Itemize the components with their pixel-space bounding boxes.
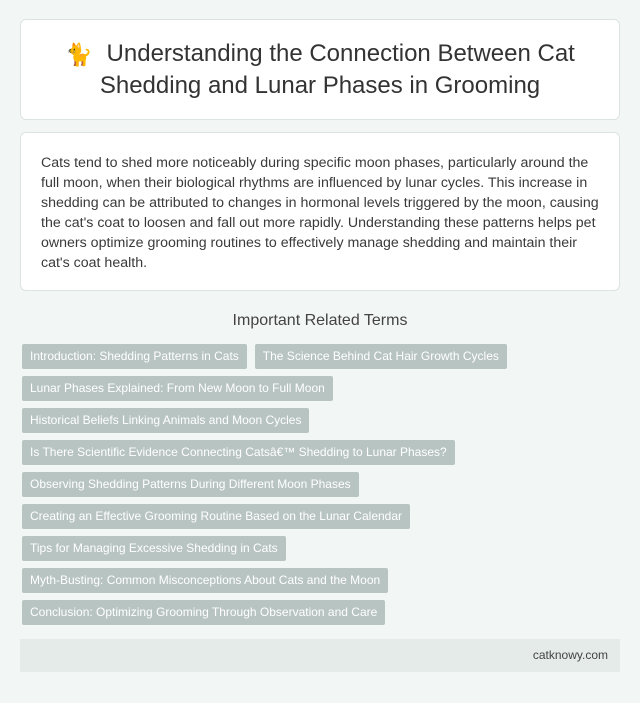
related-term-tag[interactable]: Historical Beliefs Linking Animals and Moon Cycles — [22, 408, 309, 433]
tag-row — [22, 408, 620, 433]
related-term-tag[interactable]: The Science Behind Cat Hair Growth Cycles — [255, 344, 507, 369]
related-terms-list — [22, 344, 620, 632]
related-terms-heading: Important Related Terms — [232, 312, 408, 329]
related-term-tag[interactable]: Conclusion: Optimizing Grooming Through Observation and Care — [22, 600, 385, 625]
related-term-tag[interactable]: Introduction: Shedding Patterns in Cats — [22, 344, 247, 369]
related-term-tag[interactable]: Tips for Managing Excessive Shedding in Cats — [22, 536, 286, 561]
tag-row — [22, 600, 620, 625]
tag-row — [22, 536, 620, 561]
page-title-text: Understanding the Connection Between Cat Shedding and Lunar Phases in Grooming — [99, 40, 575, 99]
tag-row — [22, 504, 620, 529]
description-text: Cats tend to shed more noticeably during specific moon phases, particularly around the full moon, when their biological rhythms are influenced by lunar cycles. This increase in shedding can be attributed to changes in hormonal levels triggered by the moon, causing the cat's coat to loosen and fall out more rapidly. Understanding these patterns helps pet owners optimize grooming routines to effectively manage shedding and maintain their cat's coat health. — [41, 155, 599, 271]
footer — [20, 639, 620, 672]
related-term-tag[interactable]: Creating an Effective Grooming Routine Based on the Lunar Calendar — [22, 504, 410, 529]
tag-row — [22, 568, 620, 593]
title-card — [20, 19, 620, 120]
related-term-tag[interactable]: Observing Shedding Patterns During Different Moon Phases — [22, 472, 359, 497]
tag-row — [22, 440, 620, 465]
related-term-tag[interactable]: Lunar Phases Explained: From New Moon to Full Moon — [22, 376, 333, 401]
related-term-tag[interactable]: Is There Scientific Evidence Connecting Catsâ€™ Shedding to Lunar Phases? — [22, 440, 455, 465]
footer-site-link[interactable]: catknowy.com — [532, 648, 608, 662]
cat-emoji-icon: 🐈 — [65, 42, 93, 67]
page-title — [51, 38, 589, 101]
tag-row — [22, 376, 620, 401]
tag-row — [22, 344, 620, 369]
tag-row — [22, 472, 620, 497]
related-term-tag[interactable]: Myth-Busting: Common Misconceptions About Cats and the Moon — [22, 568, 388, 593]
description-card — [20, 132, 620, 291]
